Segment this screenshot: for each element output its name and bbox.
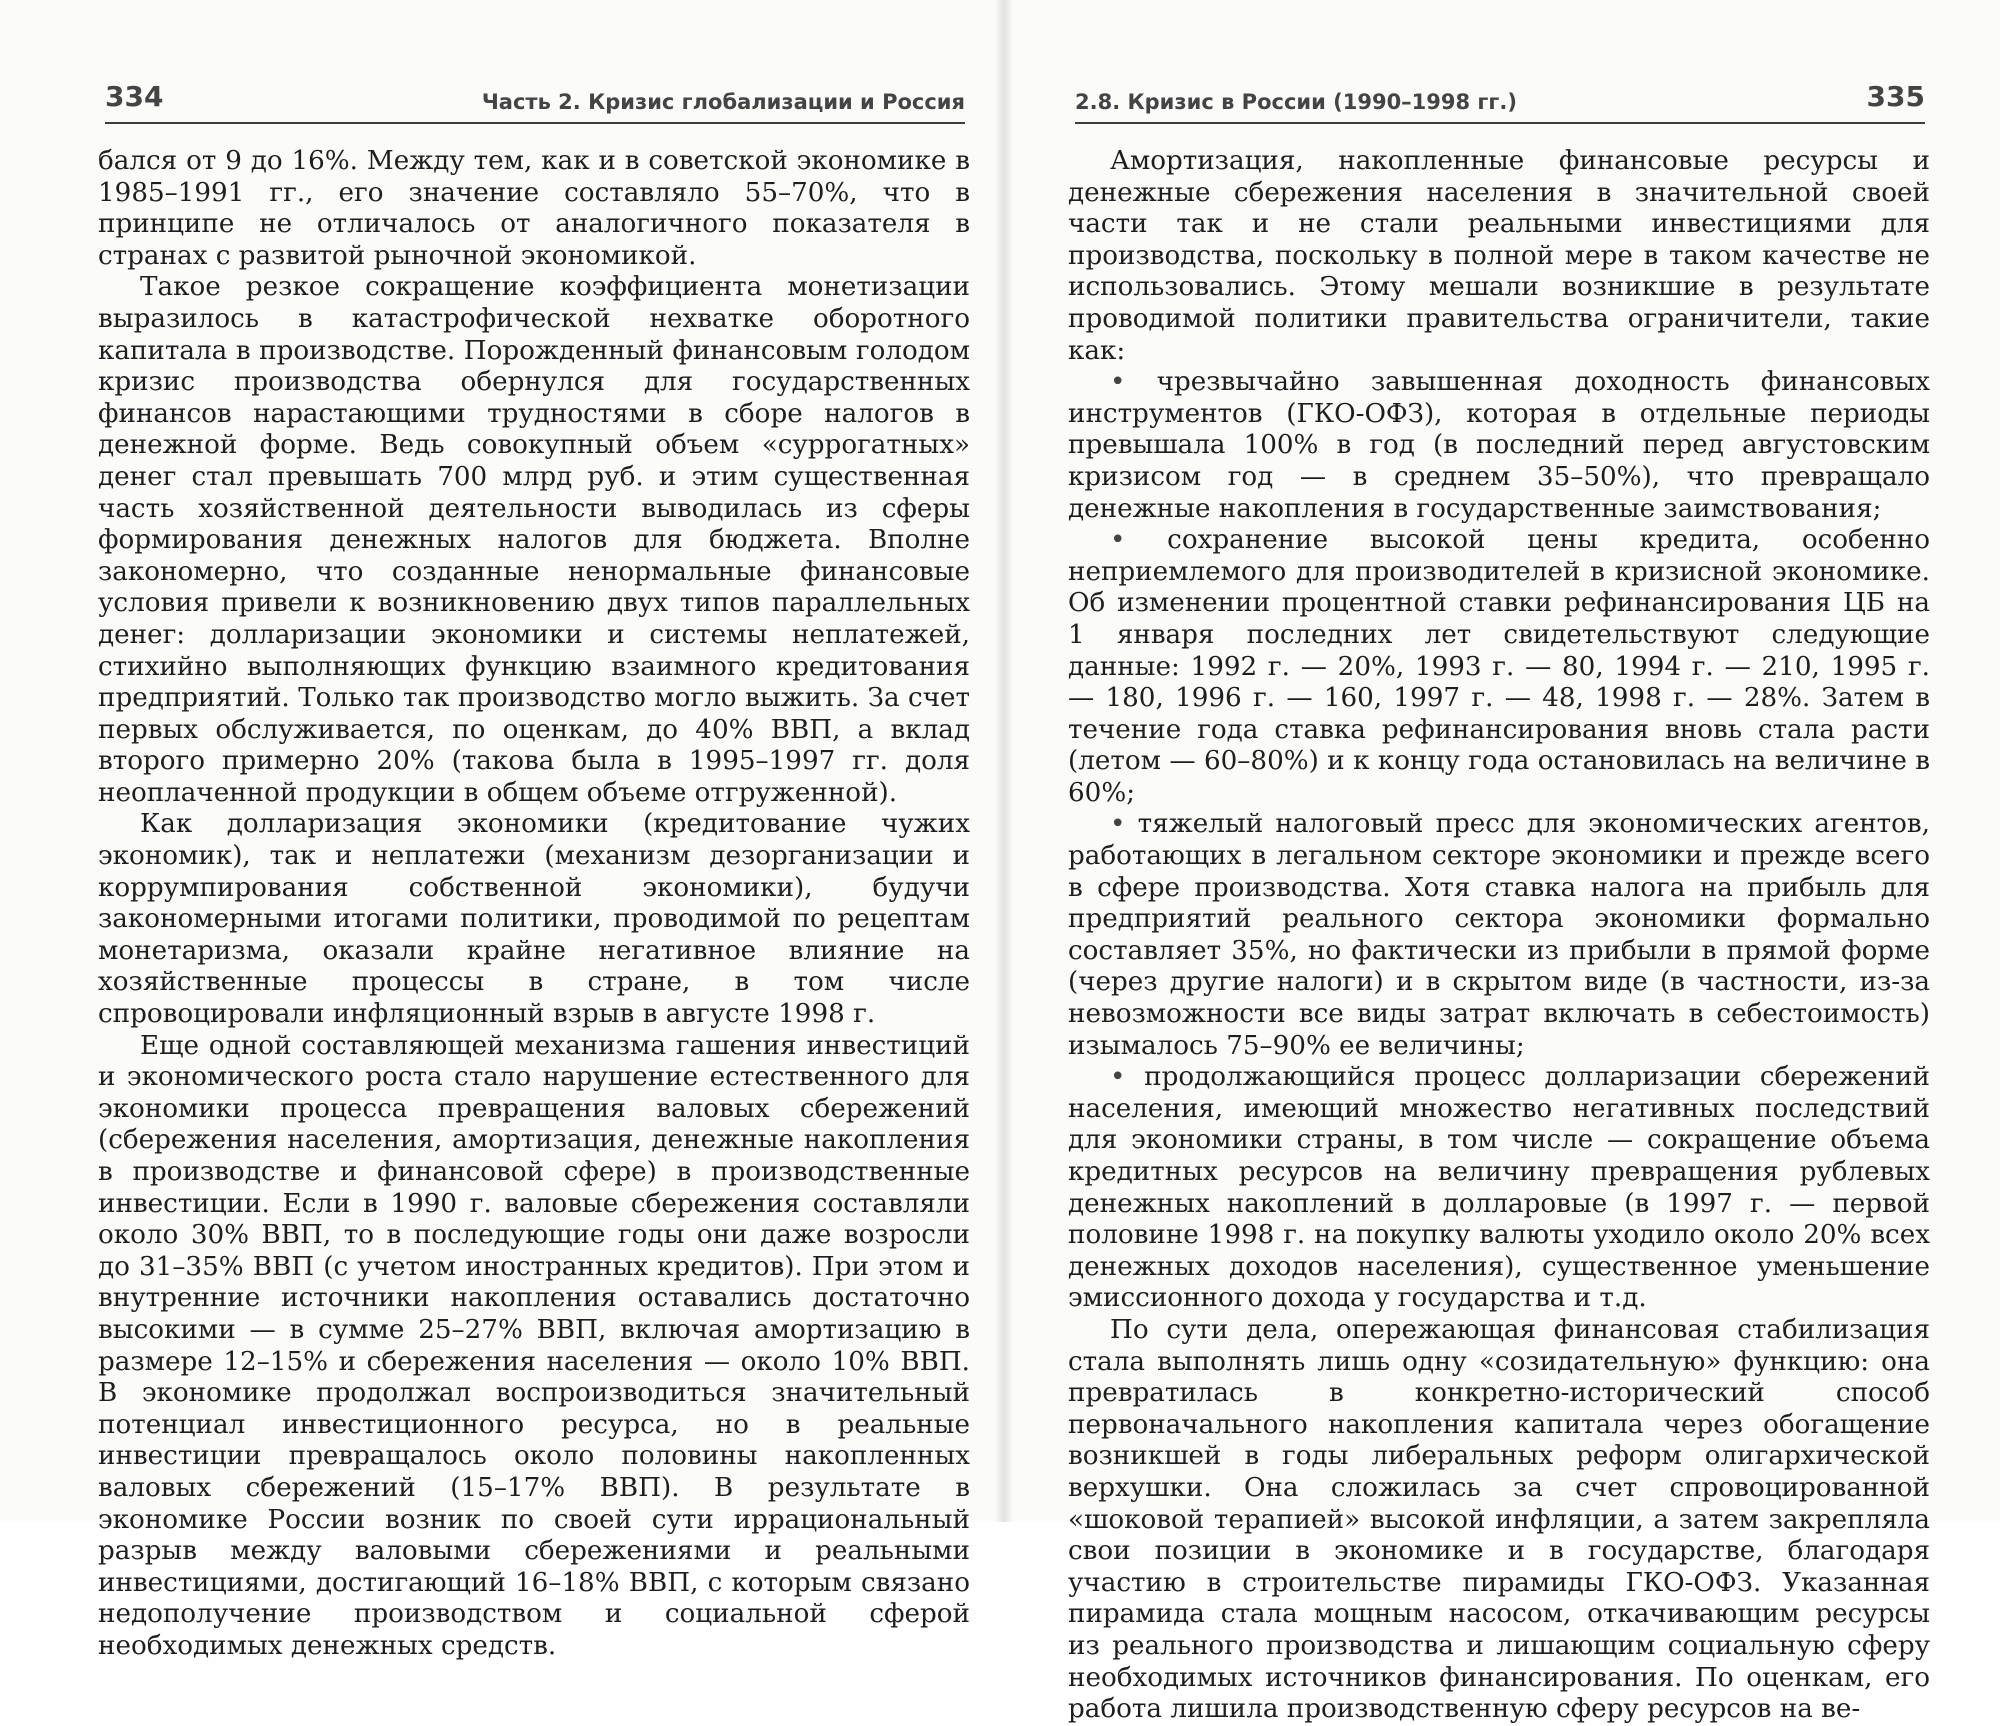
left-running-head: Часть 2. Кризис глобализации и Россия: [481, 90, 965, 114]
bullet-marker: •: [1110, 367, 1126, 398]
bullet-item: [1068, 809, 1930, 1062]
left-page-number: 334: [105, 80, 164, 113]
bullet-item: [1068, 367, 1930, 525]
bullet-text: чрезвычайно завышенная доходность финансовых инструментов (ГКО-ОФЗ), которая в отдельные периоды превышала 100% в год (в последний перед августовским кризисом год — в среднем 35–50%), что превращало денежные накопления в государственные заимствования;: [1068, 367, 1931, 524]
right-page: [1010, 0, 2000, 1725]
left-page: [0, 0, 1000, 1661]
left-paragraph-3: Как долларизация экономики (кредитование чужих экономик), так и неплатежи (механизм дезорганизации и коррумпирования собственной экономики), будучи закономерными итогами политики, проводимой по рецептам монетаризма, оказали крайне негативное влияние на хозяйственные процессы в стране, в том числе спровоцировали инфляционный взрыв в августе 1998 г.: [98, 809, 970, 1030]
right-page-number: 335: [1866, 80, 1925, 113]
right-closing-paragraph: По сути дела, опережающая финансовая стабилизация стала выполнять лишь одну «созидательную» функцию: она превратилась в конкретно-исторический способ первоначального накопления капитала через обогащение возникшей в годы либеральных реформ олигархической верхушки. Она сложилась за счет спровоцированной «шоковой терапией» высокой инфляции, а затем закрепляла свои позиции в экономике и в государстве, благодаря участию в строительстве пирамиды ГКО-ОФЗ. Указанная пирамида стала мощным насосом, откачивающим ресурсы из реального производства и лишающим социальную сферу необходимых источников финансирования. По оценкам, его работа лишила производственную сферу ресурсов на ве-: [1068, 1314, 1930, 1725]
left-body-text: [98, 146, 970, 1663]
bullet-text: продолжающийся процесс долларизации сбережений населения, имеющий множество негативных последствий для экономики страны, в том числе — сокращение объема кредитных ресурсов на величину превращения рублевых денежных накоплений в долларовые (в 1997 г. — первой половине 1998 г. на покупку валюты уходило около 20% всех денежных доходов населения), существенное уменьшение эмиссионного дохода у государства и т.д.: [1068, 1062, 1930, 1314]
bullet-text: тяжелый налоговый пресс для экономических агентов, работающих в легальном секторе экономики и прежде всего в сфере производства. Хотя ставка налога на прибыль для предприятий реального сектора экономики формально составляет 35%, но фактически из прибыли в прямой форме (через другие налоги) и в скрытом виде (в частности, из-за невозможности все виды затрат включать в себестоимость) изымалось 75–90% ее величины;: [1068, 809, 1930, 1061]
right-intro-paragraph: Амортизация, накопленные финансовые ресурсы и денежные сбережения населения в значительной своей части так и не стали реальными инвестициями для производства, поскольку в полной мере в таком качестве не использовались. Этому мешали возникшие в результате проводимой политики правительства ограничители, такие как:: [1068, 146, 1930, 366]
bullet-marker: •: [1110, 525, 1126, 556]
left-page-header: [105, 78, 965, 126]
left-paragraph-4: Еще одной составляющей механизма гашения инвестиций и экономического роста стало нарушение естественного для экономики процесса превращения валовых сбережений (сбережения населения, амортизация, денежные накопления в производстве и финансовой сфере) в производственные инвестиции. Если в 1990 г. валовые сбережения составляли около 30% ВВП, то в последующие годы они даже возросли до 31–35% ВВП (с учетом иностранных кредитов). При этом и внутренние источники накопления оставались достаточно высокими — в сумме 25–27% ВВП, включая амортизацию в размере 12–15% и сбережения населения — около 10% ВВП. В экономике продолжал воспроизводиться значительный потенциал инвестиционного ресурса, но в реальные инвестиции превращалось около половины накопленных валовых сбережений (15–17% ВВП). В результате в экономике России возник по своей сути иррациональный разрыв между валовыми сбережениями и реальными инвестициями, достигающий 16–18% ВВП, с которым связано недополучение производством и социальной сферой необходимых денежных средств.: [98, 1030, 970, 1661]
right-header-rule: [1075, 122, 1925, 124]
bullet-text: сохранение высокой цены кредита, особенно неприемлемого для производителей в кризисной экономике. Об изменении процентной ставки рефинансирования ЦБ на 1 января последних лет свидетельствуют следующие данные: 1992 г. — 20%, 1993 г. — 80, 1994 г. — 210, 1995 г. — 180, 1996 г. — 160, 1997 г. — 48, 1998 г. — 28%. Затем в течение года ставка рефинансирования вновь стала расти (летом — 60–80%) и к концу года остановилась на величине в 60%;: [1068, 525, 1930, 808]
bullet-item: [1068, 1062, 1930, 1315]
bullet-marker: •: [1110, 1062, 1126, 1093]
left-header-rule: [105, 122, 965, 124]
left-paragraph-1: бался от 9 до 16%. Между тем, как и в советской экономике в 1985–1991 гг., его значение составляло 55–70%, что в принципе не отличалось от аналогичного показателя в странах с развитой рыночной экономикой.: [98, 146, 970, 271]
bullet-marker: •: [1110, 809, 1126, 840]
right-page-header: [1075, 78, 1925, 126]
left-paragraph-2: Такое резкое сокращение коэффициента монетизации выразилось в катастрофической нехватке оборотного капитала в производстве. Порожденный финансовым голодом кризис производства обернулся для государственных финансов нарастающими трудностями в сборе налогов в денежной форме. Ведь совокупный объем «суррогатных» денег стал превышать 700 млрд руб. и этим существенная часть хозяйственной деятельности выводилась из сферы формирования денежных налогов для бюджета. Вполне закономерно, что созданные ненормальные финансовые условия привели к возникновению двух типов параллельных денег: долларизации экономики и системы неплатежей, стихийно выполняющих функцию взаимного кредитования предприятий. Только так производство могло выжить. За счет первых обслуживается, по оценкам, до 40% ВВП, а вклад второго примерно 20% (такова была в 1995–1997 гг. доля неоплаченной продукции в общем объеме отгруженной).: [98, 272, 970, 808]
right-running-head: 2.8. Кризис в России (1990–1998 гг.): [1075, 90, 1517, 114]
right-body-text: [1068, 146, 1930, 1726]
bullet-item: [1068, 525, 1930, 809]
